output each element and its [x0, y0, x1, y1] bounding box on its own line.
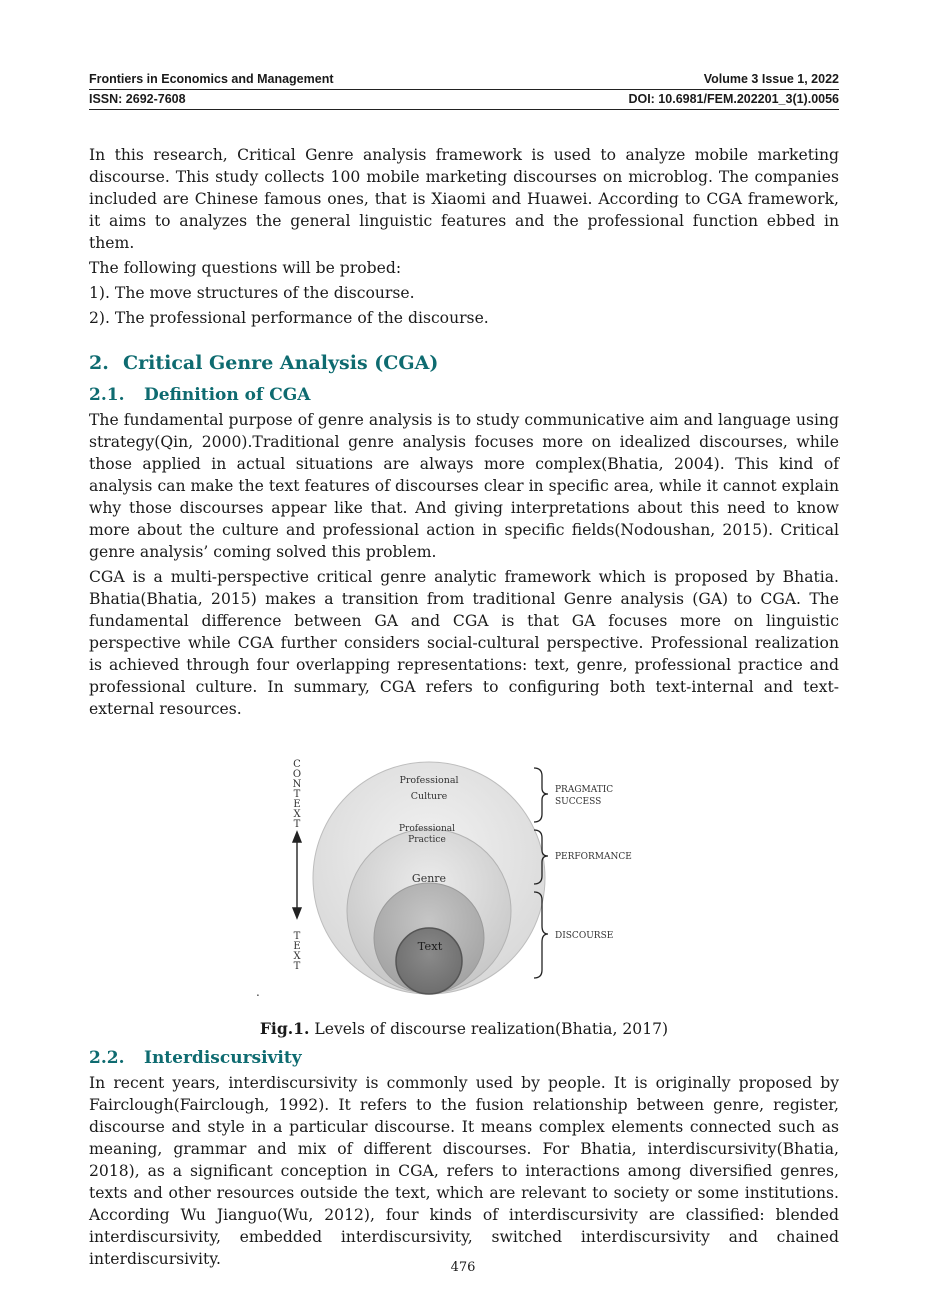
- header-rule-thin: [89, 109, 839, 110]
- section-number: 2.: [89, 352, 109, 374]
- journal-name: Frontiers in Economics and Management: [89, 72, 334, 86]
- axis-letter: X: [293, 951, 301, 962]
- axis-letter: T: [293, 819, 301, 830]
- axis-letter: T: [293, 789, 301, 800]
- figure-caption: [89, 1018, 839, 1040]
- section-title: Definition of CGA: [144, 385, 311, 405]
- section-number: 2.2.: [89, 1048, 125, 1068]
- double-arrow: [293, 832, 301, 918]
- label-genre: Genre: [411, 872, 447, 885]
- section-2-1-heading: [89, 383, 839, 407]
- label-pragmatic: PRAGMATIC: [555, 785, 614, 795]
- paper-page: [89, 70, 839, 1270]
- label-text: Text: [417, 939, 443, 953]
- section-number: 2.1.: [89, 385, 125, 405]
- caption-label: Fig.1.: [259, 1019, 310, 1038]
- section-title: Interdiscursivity: [144, 1048, 302, 1068]
- section-2-heading: [89, 349, 839, 377]
- issn: ISSN: 2692-7608: [89, 92, 186, 106]
- question-2: 2). The professional performance of the discourse.: [89, 309, 489, 327]
- label-discourse: DISCOURSE: [555, 931, 614, 941]
- axis-letter: E: [293, 799, 301, 810]
- caption-text: Levels of discourse realization(Bhatia, 2017): [309, 1020, 669, 1038]
- discourse-levels-diagram: [256, 758, 664, 1008]
- stray-dot: .: [256, 985, 260, 999]
- label-professional-practice-1: Professional: [398, 824, 456, 834]
- intro-questions-lead: The following questions will be probed:: [89, 259, 402, 277]
- volume-info: Volume 3 Issue 1, 2022: [703, 72, 839, 86]
- page-number: 476: [450, 1260, 476, 1275]
- section-2-1-paragraph-1: The fundamental purpose of genre analysis is to study communicative aim and language using strategy(Qin, 2000).Traditional genre analysis focuses more on idealized discourses, while those applied in actual situations are always more complex(Bhatia, 2004). This kind of analysis can make the text features of discourses clear in specific area, while it cannot explain why those discourses appear like that. And giving interpretations about this need to know more about the culture and professional action in specific fields(Nodoushan, 2015). Critical genre analysis’ coming solved this problem.: [89, 411, 839, 561]
- label-professional-culture-2: Culture: [410, 791, 448, 802]
- section-title: Critical Genre Analysis (CGA): [123, 352, 439, 374]
- intro-paragraph: In this research, Critical Genre analysis framework is used to analyze mobile marketing discourse. This study collects 100 mobile marketing discourses on microblog. The companies included are Chinese famous ones, that is Xiaomi and Huawei. According to CGA framework, it aims to analyzes the general linguistic features and the professional function ebbed in them.: [89, 146, 839, 252]
- axis-letter: X: [293, 809, 301, 820]
- question-1: 1). The move structures of the discourse.: [89, 284, 415, 302]
- axis-text: [293, 931, 301, 972]
- axis-letter: T: [293, 961, 301, 972]
- axis-letter: T: [293, 931, 301, 942]
- running-header-top: [89, 70, 839, 88]
- circle-text: [396, 928, 462, 994]
- axis-letter: N: [292, 779, 302, 790]
- section-2-1-paragraph-2: CGA is a multi-perspective critical genre analytic framework which is proposed by Bhatia. Bhatia(Bhatia, 2015) makes a transition from traditional Genre analysis (GA) to CGA. The fundamental difference between GA and CGA is that GA focuses more on linguistic perspective while CGA further considers social-cultural perspective. Professional realization is achieved through four overlapping representations: text, genre, professional practice and professional culture. In summary, CGA refers to configuring both text-internal and text-external resources.: [89, 568, 839, 718]
- label-success: SUCCESS: [555, 797, 602, 807]
- axis-letter: E: [293, 941, 301, 952]
- figure-1: [89, 758, 839, 1016]
- axis-context: [293, 759, 302, 830]
- section-2-2-heading: [89, 1046, 839, 1070]
- doi: DOI: 10.6981/FEM.202201_3(1).0056: [628, 92, 839, 106]
- axis-letter: O: [292, 769, 302, 780]
- brace-pragmatic: [534, 768, 548, 822]
- label-professional-practice-2: Practice: [408, 835, 446, 845]
- label-professional-culture-1: Professional: [399, 775, 459, 786]
- section-2-2-paragraph: In recent years, interdiscursivity is commonly used by people. It is originally proposed by Fairclough(Fairclough, 1992). It refers to the fusion relationship between genre, register, discourse and style in a particular discourse. It means complex elements connected such as meaning, grammar and mix of different discourses. For Bhatia, interdiscursivity(Bhatia, 2018), as a significant conception in CGA, refers to interactions among diversified genres, texts and other resources outside the text, which are relevant to society or some institutions. According Wu Jianguo(Wu, 2012), four kinds of interdiscursivity are classified: blended interdiscursivity, embedded interdiscursivity, switched interdiscursivity and chained interdiscursivity.: [89, 1074, 839, 1268]
- label-performance: PERFORMANCE: [555, 852, 632, 862]
- axis-letter: C: [293, 759, 301, 770]
- running-header-bottom: [89, 90, 839, 108]
